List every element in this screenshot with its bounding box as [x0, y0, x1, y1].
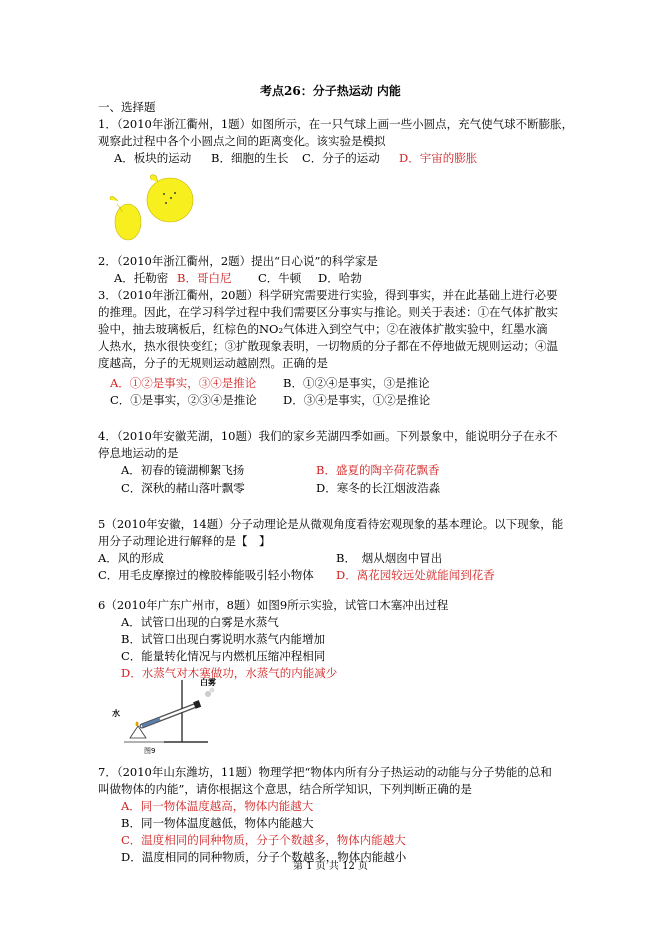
q3-stem-line3: 验中，抽去玻璃板后，红棕色的NO₂气体进入到空气中；②在液体扩散实验中，红墨水滴 [98, 322, 548, 336]
test-tube-figure [112, 676, 230, 756]
q2-option-a: A．托勒密 [114, 271, 169, 285]
q4-option-d: D．寒冬的长江烟波浩淼 [316, 481, 441, 495]
q6-stem: 6（2010年广东广州市，8题）如图9所示实验，试管口木塞冲出过程 [98, 598, 449, 612]
q7-option-d: D．温度相同的同种物质，分子个数越多，物体内能越小 [121, 850, 407, 864]
q4-stem-line2: 停息地运动的是 [98, 446, 179, 460]
q4-option-a: A．初春的镜湖柳絮飞扬 [121, 463, 245, 477]
q6-option-c: C．能量转化情况与内燃机压缩冲程相同 [121, 649, 326, 663]
q5-option-d: D．离花园较远处就能闻到花香 [336, 568, 495, 582]
q6-option-a: A．试管口出现的白雾是水蒸气 [121, 615, 279, 629]
q1-option-d: D．宇宙的膨胀 [399, 151, 478, 165]
q5-stem-line1: 5（2010年安徽，14题）分子动理论是从微观角度看待宏观现象的基本理论。以下现象，能 [98, 517, 564, 531]
q1-option-a: A．板块的运动 [114, 151, 192, 165]
q1-option-c: C．分子的运动 [302, 151, 380, 165]
q3-stem-line5: 度越高，分子的无规则运动越剧烈。正确的是 [98, 356, 328, 370]
q5-option-c: C．用毛皮摩擦过的橡胶棒能吸引轻小物体 [98, 568, 314, 582]
q4-option-b: B．盛夏的陶辛荷花飘香 [316, 463, 440, 477]
balloon-figure [108, 170, 208, 250]
q3-stem-line2: 的推理。因此，在学习科学过程中我们需要区分事实与推论。则关于表述：①在气体扩散实 [98, 305, 558, 319]
q6-option-b: B．试管口出现白雾说明水蒸气内能增加 [121, 632, 325, 646]
section-heading: 一、选择题 [98, 100, 156, 114]
q1-stem-line2: 观察此过程中各个小圆点之间的距离变化。该实验是模拟 [98, 134, 386, 148]
small-balloon-icon [110, 197, 141, 240]
q5-option-a: A．风的形成 [98, 551, 164, 565]
q5-option-b: B． 烟从烟囱中冒出 [336, 551, 443, 565]
q3-option-c: C．①是事实，②③④是推论 [110, 393, 257, 407]
page-title: 考点26：分子热运动 内能 [260, 84, 401, 98]
q6-option-d: D．水蒸气对木塞做功，水蒸气的内能减少 [121, 666, 338, 680]
q2-option-b: B．哥白尼 [177, 271, 232, 285]
q7-stem-line2: 叫做物体的内能”，请你根据这个意思，结合所学知识，下列判断正确的是 [98, 782, 472, 796]
q7-option-c: C．温度相同的同种物质，分子个数越多，物体内能越大 [121, 833, 406, 847]
fig-caption: 图9 [144, 747, 156, 755]
q7-option-b: B．同一物体温度越低，物体内能越大 [121, 816, 314, 830]
q3-stem-line4: 人热水，热水很快变红；③扩散现象表明，一切物质的分子都在不停地做无规则运动；④温 [98, 339, 558, 353]
fig-side-label: 水 [112, 709, 120, 718]
q7-option-a: A．同一物体温度越高，物体内能越大 [121, 799, 314, 813]
fig-top-label: 白雾 [200, 678, 216, 687]
q4-option-c: C．深秋的赭山落叶飘零 [121, 481, 245, 495]
large-balloon-icon [147, 175, 193, 222]
q4-stem-line1: 4．（2010年安徽芜湖，10题）我们的家乡芜湖四季如画。下列景象中，能说明分子在永不 [98, 429, 558, 443]
q7-stem-line1: 7．（2010年山东潍坊，11题）物理学把“物体内所有分子热运动的动能与分子势能的总和 [98, 765, 552, 779]
q3-option-d: D．③④是事实，①②是推论 [283, 393, 431, 407]
page-footer: 第 1 页 共 12 页 [293, 861, 368, 872]
q3-option-b: B．①②④是事实，③是推论 [283, 376, 430, 390]
q1-stem-line1: 1．（2010年浙江衢州，1题）如图所示，在一只气球上画一些小圆点，充气使气球不断膨胀， [98, 117, 574, 131]
q3-option-a: A．①②是事实，③④是推论 [110, 376, 257, 390]
q2-stem: 2．（2010年浙江衢州，2题）提出“日心说”的科学家是 [98, 254, 378, 268]
q2-option-d: D．哈勃 [318, 271, 362, 285]
q5-stem-line2: 用分子动理论进行解释的是【 】 [98, 534, 271, 548]
q1-option-b: B．细胞的生长 [211, 151, 289, 165]
q2-option-c: C．牛顿 [258, 271, 302, 285]
q3-stem-line1: 3．（2010年浙江衢州，20题）科学研究需要进行实验，得到事实，并在此基础上进行必要 [98, 288, 558, 302]
